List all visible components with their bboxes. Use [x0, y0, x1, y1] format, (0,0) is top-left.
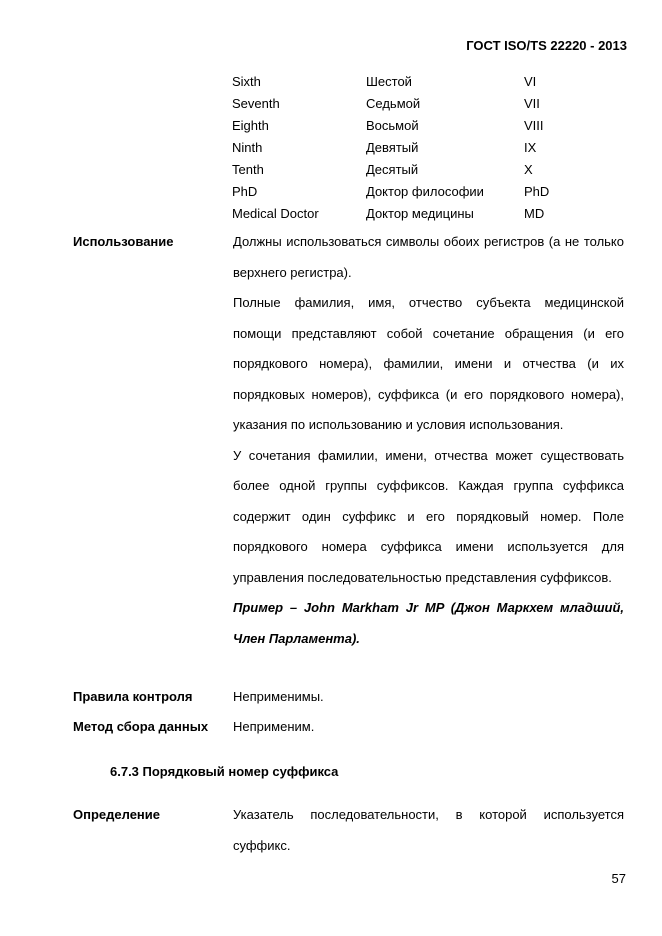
roman-table-row: [232, 136, 549, 158]
roman-table-code: X: [524, 161, 533, 177]
usage-paragraph-2: Полные фамилия, имя, отчество субъекта медицинской помощи представляют собой сочетание обращения (и его порядкового номера), фамилии, имени и отчества (и их порядковых номеров), суффикса (и его порядкового номера), указания по использованию и условия использования.: [233, 295, 624, 432]
roman-table-row: [232, 158, 549, 180]
roman-table-english: Eighth: [232, 117, 269, 133]
document-header: ГОСТ ISO/TS 22220 - 2013: [466, 38, 627, 53]
roman-table-english: Ninth: [232, 139, 263, 155]
usage-paragraph-3: У сочетания фамилии, имени, отчества может существовать более одной группы суффиксов. Каждая группа суффикса содержит один суффикс и его порядковый номер. Поле порядкового номера суффикса имени используется для управления последовательностью представления суффиксов.: [233, 447, 624, 585]
roman-table-row: [232, 202, 549, 224]
roman-table-code: PhD: [524, 183, 550, 199]
roman-table-row: [232, 180, 549, 202]
roman-table-english: PhD: [232, 183, 258, 199]
roman-table-russian: Девятый: [366, 139, 419, 155]
collection-method-value: Неприменим.: [233, 719, 315, 734]
roman-table-row: [232, 70, 549, 92]
usage-paragraph-1: Должны использоваться символы обоих регистров (а не только верхнего регистра).: [233, 234, 624, 280]
roman-table-code: VIII: [524, 117, 544, 133]
roman-table-english: Seventh: [232, 95, 280, 111]
control-rules-value: Неприменимы.: [233, 689, 324, 704]
usage-body: [233, 227, 624, 654]
collection-method-label: Метод сбора данных: [73, 719, 209, 734]
roman-table-row: [232, 114, 549, 136]
roman-table-russian: Шестой: [366, 73, 412, 89]
roman-table-english: Sixth: [232, 73, 261, 89]
usage-label: Использование: [73, 234, 174, 249]
roman-table-code: VII: [524, 95, 540, 111]
roman-table-english: Tenth: [232, 161, 264, 177]
roman-table-russian: Десятый: [366, 161, 419, 177]
usage-example: Пример – John Markham Jr MP (Джон Маркхем младший, Член Парламента).: [233, 600, 624, 646]
roman-table-code: MD: [524, 205, 545, 221]
section-heading: 6.7.3 Порядковый номер суффикса: [110, 764, 339, 779]
definition-label: Определение: [73, 807, 161, 822]
roman-table-english: Medical Doctor: [232, 205, 319, 221]
roman-numeral-table: [232, 70, 549, 224]
roman-table-russian: Восьмой: [366, 117, 419, 133]
roman-table-row: [232, 92, 549, 114]
roman-table-code: VI: [524, 73, 537, 89]
control-rules-label: Правила контроля: [73, 689, 193, 704]
roman-table-russian: Седьмой: [366, 95, 421, 111]
roman-table-russian: Доктор философии: [366, 183, 484, 199]
definition-value: Указатель последовательности, в которой используется суффикс.: [233, 807, 624, 853]
roman-table-code: IX: [524, 139, 537, 155]
roman-table-russian: Доктор медицины: [366, 205, 474, 221]
page-number: 57: [611, 871, 626, 886]
